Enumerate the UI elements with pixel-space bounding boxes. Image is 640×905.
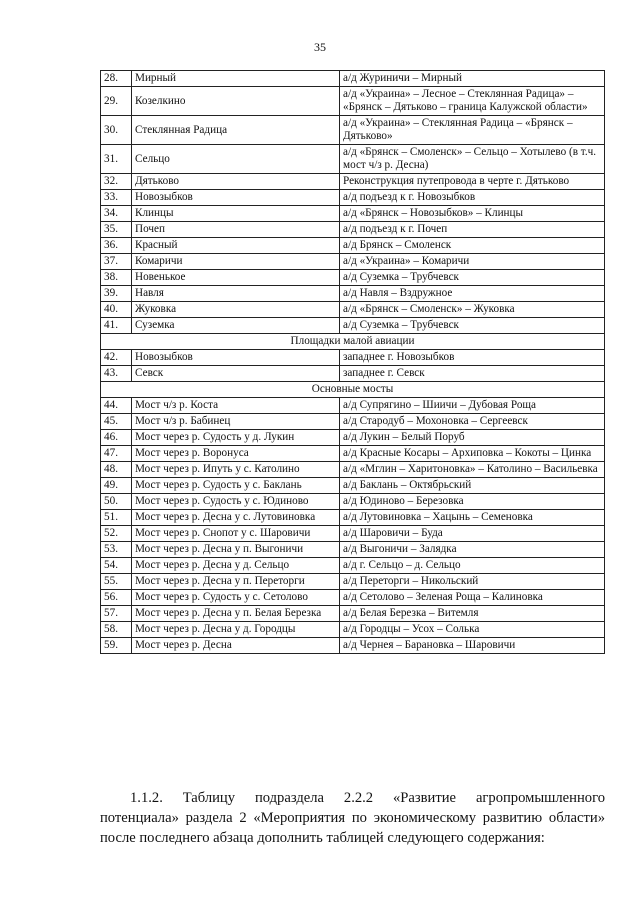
table-row	[101, 238, 605, 254]
object-name: Мост через р. Судость у с. Баклань	[132, 478, 340, 494]
object-name: Севск	[132, 366, 340, 382]
objects-table	[100, 70, 605, 654]
table-row	[101, 606, 605, 622]
table-row	[101, 526, 605, 542]
object-description: а/д Журиничи – Мирный	[340, 71, 605, 87]
page-number: 35	[314, 40, 326, 54]
row-number: 49.	[101, 478, 132, 494]
object-description: а/д Белая Березка – Витемля	[340, 606, 605, 622]
object-description: а/д Стародуб – Мохоновка – Сергеевск	[340, 414, 605, 430]
row-number: 42.	[101, 350, 132, 366]
object-name: Мост через р. Десна у д. Городцы	[132, 622, 340, 638]
object-description: а/д г. Сельцо – д. Сельцо	[340, 558, 605, 574]
object-name: Навля	[132, 286, 340, 302]
object-description: а/д «Мглин – Харитоновка» – Католино – Васильевка	[340, 462, 605, 478]
object-description: а/д Выгоничи – Залядка	[340, 542, 605, 558]
row-number: 33.	[101, 190, 132, 206]
object-name: Мост через р. Десна у п. Переторги	[132, 574, 340, 590]
object-description: а/д «Украина» – Лесное – Стеклянная Радица» – «Брянск – Дятьково – граница Калужской области»	[340, 87, 605, 116]
object-name: Жуковка	[132, 302, 340, 318]
row-number: 35.	[101, 222, 132, 238]
row-number: 29.	[101, 87, 132, 116]
table-row	[101, 510, 605, 526]
row-number: 52.	[101, 526, 132, 542]
object-name: Новозыбков	[132, 350, 340, 366]
object-description: а/д Брянск – Смоленск	[340, 238, 605, 254]
object-description: а/д Навля – Вздружное	[340, 286, 605, 302]
object-description: а/д Лутовиновка – Хацынь – Семеновка	[340, 510, 605, 526]
row-number: 54.	[101, 558, 132, 574]
table-row	[101, 350, 605, 366]
object-description: а/д Супрягино – Шиичи – Дубовая Роща	[340, 398, 605, 414]
table-row	[101, 462, 605, 478]
row-number: 43.	[101, 366, 132, 382]
object-name: Мирный	[132, 71, 340, 87]
section-header-row	[101, 382, 605, 398]
row-number: 28.	[101, 71, 132, 87]
object-name: Мост через р. Десна у п. Белая Березка	[132, 606, 340, 622]
table-row	[101, 430, 605, 446]
object-description: а/д Красные Косары – Архиповка – Кокоты – Цинка	[340, 446, 605, 462]
object-name: Суземка	[132, 318, 340, 334]
object-name: Мост ч/з р. Бабинец	[132, 414, 340, 430]
object-name: Дятьково	[132, 174, 340, 190]
object-description: а/д Городцы – Усох – Солька	[340, 622, 605, 638]
object-description: а/д Переторги – Никольский	[340, 574, 605, 590]
table-row	[101, 542, 605, 558]
row-number: 40.	[101, 302, 132, 318]
object-description: а/д «Брянск – Смоленск» – Жуковка	[340, 302, 605, 318]
table-row	[101, 494, 605, 510]
object-description: а/д Юдиново – Березовка	[340, 494, 605, 510]
row-number: 34.	[101, 206, 132, 222]
table-row	[101, 638, 605, 654]
table-row	[101, 190, 605, 206]
row-number: 38.	[101, 270, 132, 286]
row-number: 36.	[101, 238, 132, 254]
object-name: Мост через р. Судость у д. Лукин	[132, 430, 340, 446]
table-row	[101, 71, 605, 87]
object-description: а/д Лукин – Белый Поруб	[340, 430, 605, 446]
row-number: 57.	[101, 606, 132, 622]
row-number: 45.	[101, 414, 132, 430]
object-name: Сельцо	[132, 145, 340, 174]
table-row	[101, 270, 605, 286]
table-row	[101, 87, 605, 116]
object-description: а/д Чернея – Барановка – Шаровичи	[340, 638, 605, 654]
object-name: Почеп	[132, 222, 340, 238]
object-description: западнее г. Новозыбков	[340, 350, 605, 366]
object-description: а/д Сетолово – Зеленая Роща – Калиновка	[340, 590, 605, 606]
row-number: 41.	[101, 318, 132, 334]
row-number: 56.	[101, 590, 132, 606]
row-number: 59.	[101, 638, 132, 654]
table-row	[101, 116, 605, 145]
object-name: Комаричи	[132, 254, 340, 270]
object-description: западнее г. Севск	[340, 366, 605, 382]
row-number: 30.	[101, 116, 132, 145]
row-number: 44.	[101, 398, 132, 414]
table-row	[101, 222, 605, 238]
row-number: 47.	[101, 446, 132, 462]
object-name: Мост через р. Десна у д. Сельцо	[132, 558, 340, 574]
table-row	[101, 446, 605, 462]
row-number: 37.	[101, 254, 132, 270]
object-name: Мост через р. Судость у с. Юдиново	[132, 494, 340, 510]
row-number: 46.	[101, 430, 132, 446]
object-name: Мост через р. Десна	[132, 638, 340, 654]
object-name: Мост через р. Воронуса	[132, 446, 340, 462]
object-description: а/д «Украина» – Стеклянная Радица – «Брянск – Дятьково»	[340, 116, 605, 145]
table-row	[101, 206, 605, 222]
table-row	[101, 318, 605, 334]
object-name: Мост через р. Десна у п. Выгоничи	[132, 542, 340, 558]
object-name: Новенькое	[132, 270, 340, 286]
object-description: Реконструкция путепровода в черте г. Дятьково	[340, 174, 605, 190]
table-row	[101, 558, 605, 574]
table-row	[101, 398, 605, 414]
row-number: 31.	[101, 145, 132, 174]
table-row	[101, 478, 605, 494]
table-row	[101, 622, 605, 638]
object-name: Мост через р. Десна у с. Лутовиновка	[132, 510, 340, 526]
table-row	[101, 590, 605, 606]
section-header-row	[101, 334, 605, 350]
object-name: Козелкино	[132, 87, 340, 116]
table-row	[101, 574, 605, 590]
object-name: Клинцы	[132, 206, 340, 222]
object-description: а/д подъезд к г. Почеп	[340, 222, 605, 238]
row-number: 51.	[101, 510, 132, 526]
object-description: а/д «Брянск – Новозыбков» – Клинцы	[340, 206, 605, 222]
object-description: а/д «Украина» – Комаричи	[340, 254, 605, 270]
table-row	[101, 254, 605, 270]
amendment-paragraph: 1.1.2. Таблицу подраздела 2.2.2 «Развитие агропромышленного потенциала» раздела 2 «Мероприятия по экономическому развитию области» после последнего абзаца дополнить таблицей следующего содержания:	[100, 790, 605, 846]
object-name: Новозыбков	[132, 190, 340, 206]
section-title: Основные мосты	[101, 382, 605, 398]
table-row	[101, 366, 605, 382]
table-row	[101, 286, 605, 302]
row-number: 32.	[101, 174, 132, 190]
object-name: Мост ч/з р. Коста	[132, 398, 340, 414]
row-number: 50.	[101, 494, 132, 510]
table-row	[101, 414, 605, 430]
row-number: 39.	[101, 286, 132, 302]
table-row	[101, 145, 605, 174]
object-description: а/д Суземка – Трубчевск	[340, 318, 605, 334]
object-name: Мост через р. Снопот у с. Шаровичи	[132, 526, 340, 542]
table-body	[101, 71, 605, 654]
object-description: а/д Баклань – Октябрьский	[340, 478, 605, 494]
object-name: Красный	[132, 238, 340, 254]
row-number: 55.	[101, 574, 132, 590]
table-row	[101, 302, 605, 318]
object-description: а/д Суземка – Трубчевск	[340, 270, 605, 286]
object-description: а/д «Брянск – Смоленск» – Сельцо – Хотылево (в т.ч. мост ч/з р. Десна)	[340, 145, 605, 174]
object-description: а/д Шаровичи – Буда	[340, 526, 605, 542]
row-number: 58.	[101, 622, 132, 638]
object-name: Стеклянная Радица	[132, 116, 340, 145]
object-name: Мост через р. Ипуть у с. Католино	[132, 462, 340, 478]
row-number: 48.	[101, 462, 132, 478]
object-description: а/д подъезд к г. Новозыбков	[340, 190, 605, 206]
section-title: Площадки малой авиации	[101, 334, 605, 350]
object-name: Мост через р. Судость у с. Сетолово	[132, 590, 340, 606]
row-number: 53.	[101, 542, 132, 558]
table-row	[101, 174, 605, 190]
